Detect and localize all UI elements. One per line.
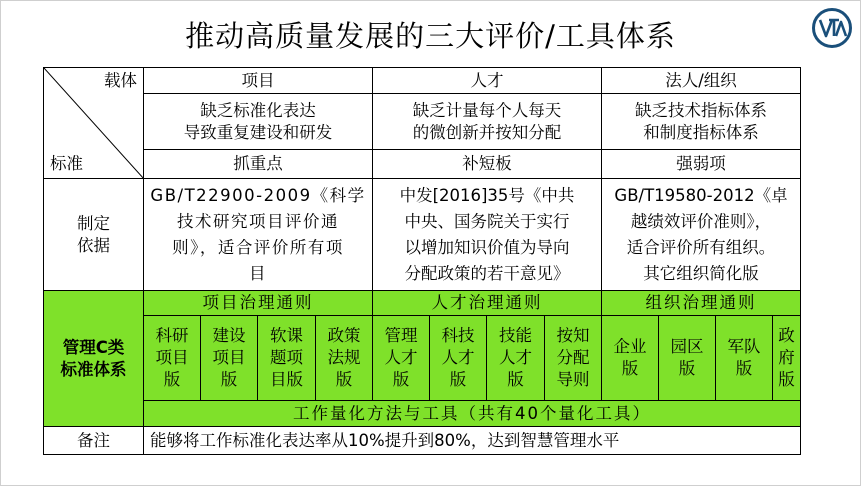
version-row: [44, 316, 801, 401]
basis-cell-project: [144, 179, 373, 291]
corner-label-standard: 标准: [50, 154, 83, 173]
version-military: [716, 316, 773, 401]
version-line: 政: [778, 326, 795, 345]
column-header-project: 项目: [144, 68, 373, 94]
version-skill-talent: [487, 316, 545, 401]
version-line: 版: [335, 370, 353, 389]
system-label-line: 管理C类: [62, 337, 125, 357]
basis-line: 适合评价所有组织。: [626, 237, 776, 257]
version-line: 版: [392, 370, 410, 389]
lack-cell-organization: [602, 94, 801, 150]
corner-label-carrier: 载体: [104, 71, 137, 90]
quantification-tools: 工作量化方法与工具（共有40个量化工具）: [144, 401, 801, 427]
basis-cell-talent: [373, 179, 602, 291]
version-line: 分配: [556, 348, 590, 367]
version-line: 人才: [384, 348, 418, 367]
version-knowledge-distribution: [545, 316, 602, 401]
version-line: 按知: [556, 326, 590, 345]
version-management-talent: [373, 316, 430, 401]
version-line: 科技: [441, 326, 475, 345]
version-line: 府: [778, 348, 795, 367]
column-header-talent: 人才: [373, 68, 602, 94]
basis-line: 以增加知识价值为导向: [404, 237, 570, 257]
basis-label: [44, 179, 144, 291]
version-line: 题项: [270, 348, 303, 367]
group-project-governance: 项目治理通则: [144, 291, 373, 316]
lack-line: 和制度指标体系: [643, 122, 759, 142]
version-soft-topic-project: [258, 316, 316, 401]
group-organization-governance: 组织治理通则: [602, 291, 801, 316]
basis-line: 分配政策的若干意见》: [404, 263, 570, 283]
corner-cell: [44, 68, 144, 179]
basis-label-line: 依据: [77, 235, 110, 255]
version-construction-project: [201, 316, 258, 401]
basis-label-line: 制定: [77, 213, 110, 233]
lack-line: 缺乏技术指标体系: [635, 100, 767, 120]
group-talent-governance: 人才治理通则: [373, 291, 602, 316]
lack-line: 缺乏标准化表达: [200, 100, 316, 120]
page-title: 推动高质量发展的三大评价/工具体系: [185, 19, 676, 53]
version-line: 人才: [441, 348, 475, 367]
version-line: 科研: [155, 326, 189, 345]
vta-logo: [812, 8, 852, 48]
basis-line: 越绩效评价准则》，: [630, 211, 772, 231]
focus-cell-talent: 补短板: [373, 150, 602, 179]
version-government: [773, 316, 801, 401]
version-line: 软课: [270, 326, 303, 345]
version-park: [659, 316, 716, 401]
version-line: 版: [507, 370, 524, 389]
lack-line: 导致重复建设和研发: [183, 122, 333, 142]
basis-line: 中央、国务院关于实行: [404, 211, 570, 231]
basis-line: 目: [249, 263, 267, 283]
version-line: 园区: [670, 337, 704, 356]
version-tech-talent: [430, 316, 487, 401]
version-line: 版: [163, 370, 181, 389]
focus-cell-project: 抓重点: [144, 150, 373, 179]
version-line: 军队: [727, 337, 761, 356]
version-policy-regulation: [316, 316, 373, 401]
basis-line: 技术研究项目评价通: [177, 211, 339, 231]
version-line: 管理: [384, 326, 418, 345]
lack-line: 的微创新并按知分配: [412, 122, 562, 142]
basis-line: 中发[2016]35号《中共: [399, 185, 575, 205]
basis-line: GB/T19580-2012《卓: [614, 185, 788, 205]
version-line: 政策: [327, 326, 361, 345]
version-line: 导则: [556, 370, 590, 389]
version-line: 版: [678, 359, 696, 378]
version-line: 版: [621, 359, 639, 378]
basis-line: 则》，适合评价所有项: [172, 237, 344, 257]
lack-cell-talent: [373, 94, 602, 150]
basis-line: 其它组织简化版: [643, 263, 759, 283]
version-line: 目版: [270, 370, 303, 389]
focus-cell-organization: 强弱项: [602, 150, 801, 179]
version-line: 版: [449, 370, 467, 389]
version-line: 人才: [499, 348, 532, 367]
version-line: 版: [220, 370, 238, 389]
version-line: 项目: [212, 348, 246, 367]
version-line: 建设: [212, 326, 246, 345]
remark-text: 能够将工作标准化表达率从10%提升到80%，达到智慧管理水平: [144, 427, 801, 455]
column-header-organization: 法人/组织: [602, 68, 801, 94]
system-label-line: 标准体系: [60, 359, 127, 379]
version-line: 企业: [613, 337, 647, 356]
basis-cell-organization: [602, 179, 801, 291]
version-enterprise: [602, 316, 659, 401]
version-line: 版: [735, 359, 753, 378]
lack-line: 缺乏计量每个人每天: [412, 100, 562, 120]
version-line: 版: [778, 370, 795, 389]
basis-line: GB/T22900-2009《科学: [150, 185, 366, 205]
system-label: [44, 291, 144, 427]
version-line: 技能: [499, 326, 532, 345]
version-line: 法规: [327, 348, 361, 367]
lack-cell-project: [144, 94, 373, 150]
version-line: 项目: [155, 348, 189, 367]
remark-label: 备注: [44, 427, 144, 455]
evaluation-table: [43, 67, 801, 455]
version-research-project: [144, 316, 201, 401]
